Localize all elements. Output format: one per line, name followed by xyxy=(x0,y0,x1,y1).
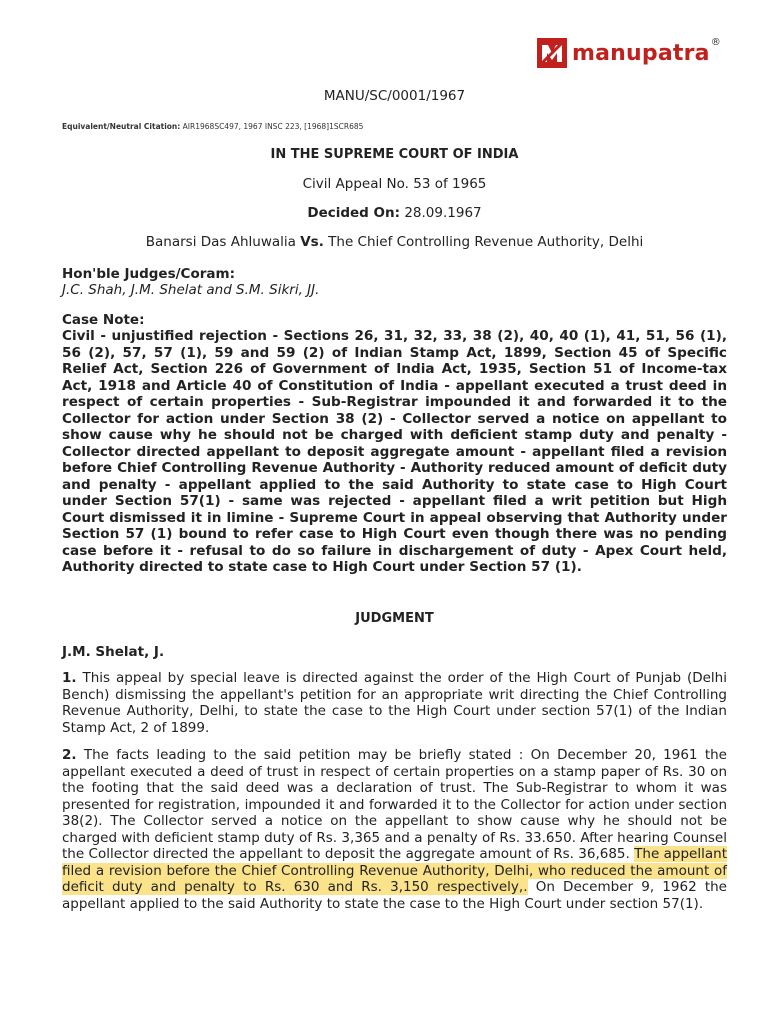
paragraph-text-continued: On December 9, 1962 the appellant applied to the said Authority to state the case to the High Court under section 57(1). xyxy=(62,879,727,912)
versus: Vs. xyxy=(300,234,324,250)
manupatra-logo xyxy=(537,38,721,68)
judgment-author: J.M. Shelat, J. xyxy=(62,644,165,660)
court-name: IN THE SUPREME COURT OF INDIA xyxy=(270,147,519,162)
paragraph-number: 2. xyxy=(62,747,77,763)
decided-label: Decided On: xyxy=(307,205,401,221)
paragraph-1 xyxy=(62,670,727,736)
paragraph-number: 1. xyxy=(62,670,77,686)
citation-label: Equivalent/Neutral Citation: xyxy=(62,122,181,131)
registered-mark: ® xyxy=(710,36,721,48)
judgment-heading: JUDGMENT xyxy=(355,611,434,626)
citation-value: AIR1968SC497, 1967 INSC 223, [1968]1SCR685 xyxy=(182,122,364,131)
respondent: The Chief Controlling Revenue Authority, Delhi xyxy=(328,234,644,250)
judges-heading: Hon'ble Judges/Coram: xyxy=(62,266,235,282)
document-id: MANU/SC/0001/1967 xyxy=(323,88,466,104)
citation xyxy=(62,122,363,131)
logo-wordmark: manupatra xyxy=(572,40,710,66)
manupatra-logo-icon xyxy=(537,38,567,68)
case-note-text: Civil - unjustified rejection - Sections 26, 31, 32, 33, 38 (2), 40, 40 (1), 41, 51, 56 (1), 56 (2), 57, 57 (1), 59 and 59 (2) of Indian Stamp Act, 1899, Section 45 of Specific Relief Act, Section 226 of Government of India Act, 1935, Section 51 of Income-tax Act, 1918 and Article 40 of Constitution of India - appellant executed a trust deed in respect of certain properties - Sub-Registrar impounded it and forwarded it to the Collector for action under Section 38 (2) - Collector served a notice on appellant to show cause why he should not be charged with deficient stamp duty and penalty - Collector directed appellant to deposit aggregate amount - appellant filed a revision before Chief Controlling Revenue Authority - Authority reduced amount of deficit duty and penalty - appellant applied to the said Authority to state case to High Court under Section 57(1) - same was rejected - appellant filed a writ petition but High Court dismissed it in limine - Supreme Court in appeal observing that Authority under Section 57 (1) bound to refer case to High Court even though there was no pending case before it - refusal to do so failure in dischargement of duty - Apex Court held, Authority directed to state case to High Court under Section 57 (1). xyxy=(62,328,727,575)
case-note-heading: Case Note: xyxy=(62,312,145,328)
paragraph-2 xyxy=(62,747,727,912)
appellant: Banarsi Das Ahluwalia xyxy=(145,234,296,250)
decided-date: 28.09.1967 xyxy=(404,205,482,221)
highlighted-text[interactable]: The appellant filed a revision before the Chief Controlling Revenue Authority, Delhi, who reduced the amount of deficit duty and penalty to Rs. 630 and Rs. 3,150 respectively,. xyxy=(62,846,727,895)
parties xyxy=(62,234,727,250)
decided-on xyxy=(62,205,727,221)
paragraph-text: This appeal by special leave is directed against the order of the High Court of Punjab (Delhi Bench) dismissing the appellant's petition for an appropriate writ directing the Chief Controlling Revenue Authority, Delhi, to state the case to the High Court under section 57(1) of the Indian Stamp Act, 2 of 1899. xyxy=(62,670,727,736)
judges-names: J.C. Shah, J.M. Shelat and S.M. Sikri, JJ. xyxy=(62,282,320,298)
appeal-number: Civil Appeal No. 53 of 1965 xyxy=(302,176,487,192)
paragraph-text: The facts leading to the said petition may be briefly stated : On December 20, 1961 the appellant executed a deed of trust in respect of certain properties on a stamp paper of Rs. 30 on the footing that the said deed was a declaration of trust. The Sub-Registrar to whom it was presented for registration, impounded it and forwarded it to the Collector for action under section 38(2). The Collector served a notice on the appellant to show cause why he should not be charged with deficient stamp duty of Rs. 3,365 and a penalty of Rs. 33.650. After hearing Counsel the Collector directed the appellant to deposit the aggregate amount of Rs. 36,685. xyxy=(62,747,727,862)
